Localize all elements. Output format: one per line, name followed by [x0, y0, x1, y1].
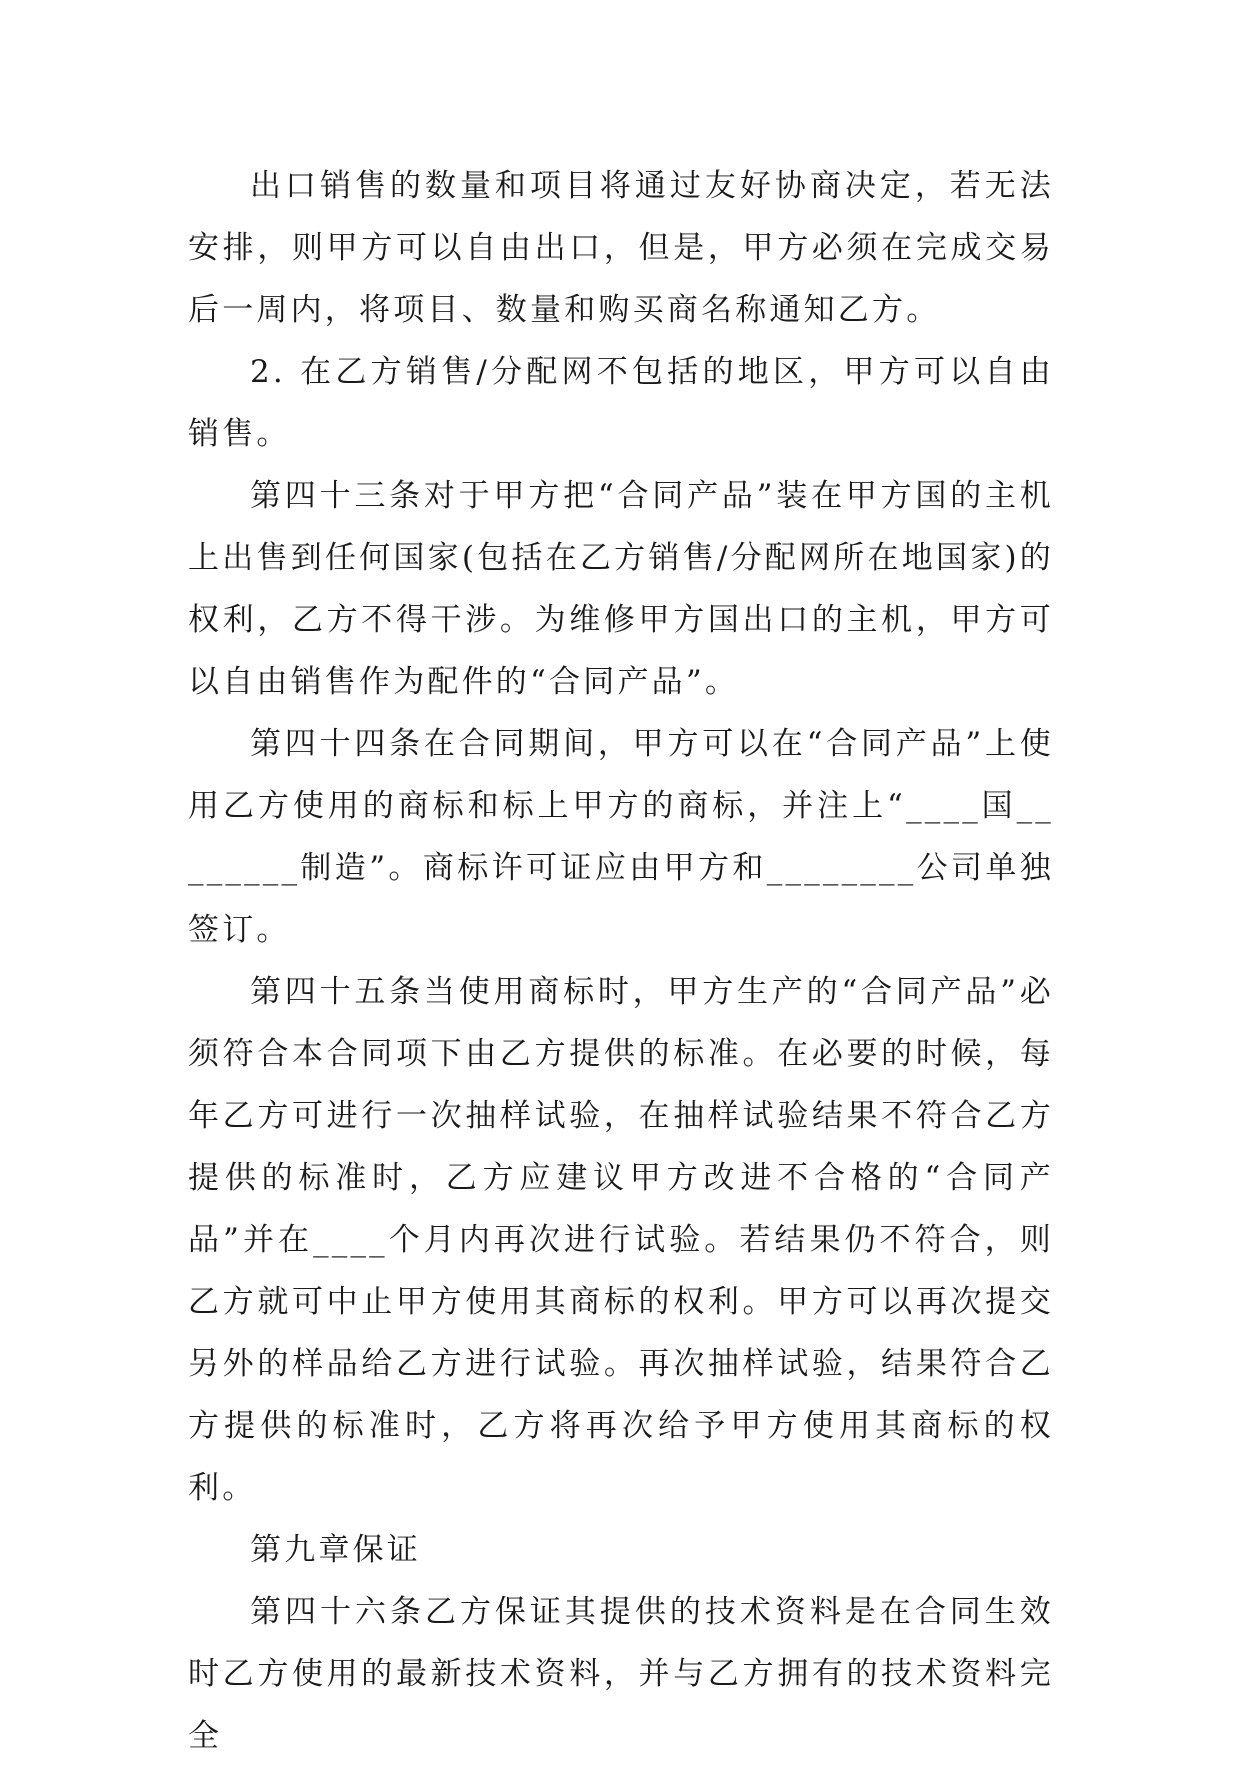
paragraph-item-2: 2. 在乙方销售/分配网不包括的地区，甲方可以自由销售。: [188, 354, 1054, 452]
document-body: [188, 155, 1054, 1767]
paragraph-article-44: 第四十四条在合同期间，甲方可以在“合同产品”上使用乙方使用的商标和标上甲方的商标，并注上“____国________制造”。商标许可证应由甲方和________公司单独签订。: [188, 726, 1054, 948]
paragraph-export-sales: 出口销售的数量和项目将通过友好协商决定，若无法安排，则甲方可以自由出口，但是，甲方必须在完成交易后一周内，将项目、数量和购买商名称通知乙方。: [188, 168, 1054, 328]
chapter-heading: 第九章保证: [250, 1532, 421, 1568]
paragraph-article-45: 第四十五条当使用商标时，甲方生产的“合同产品”必须符合本合同项下由乙方提供的标准。在必要的时候，每年乙方可进行一次抽样试验，在抽样试验结果不符合乙方提供的标准时，乙方应建议甲方改进不合格的“合同产品”并在____个月内再次进行试验。若结果仍不符合，则乙方就可中止甲方使用其商标的权利。甲方可以再次提交另外的样品给乙方进行试验。再次抽样试验，结果符合乙方提供的标准时，乙方将再次给予甲方使用其商标的权利。: [188, 974, 1054, 1506]
paragraph-article-43: 第四十三条对于甲方把“合同产品”装在甲方国的主机上出售到任何国家(包括在乙方销售/分配网所在地国家)的权利，乙方不得干涉。为维修甲方国出口的主机，甲方可以自由销售作为配件的“合同产品”。: [188, 478, 1054, 700]
paragraph-article-46: 第四十六条乙方保证其提供的技术资料是在合同生效时乙方使用的最新技术资料，并与乙方拥有的技术资料完全: [188, 1594, 1054, 1754]
